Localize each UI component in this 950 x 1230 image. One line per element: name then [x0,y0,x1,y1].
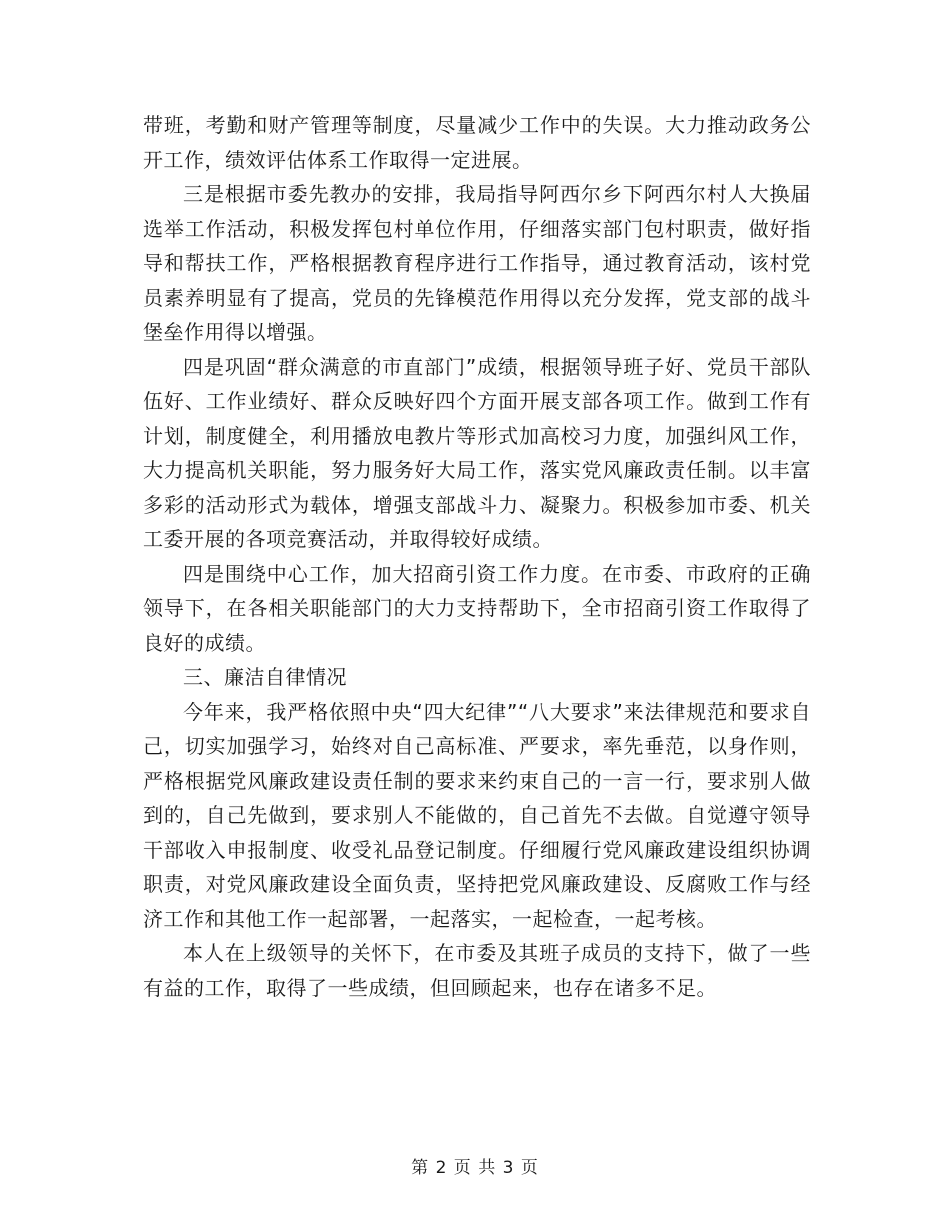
section-heading-integrity: 三、廉洁自律情况 [183,665,347,689]
paragraph-point-four-consolidate: 四是巩固“群众满意的市直部门”成绩，根据领导班子好、党员干部队伍好、工作业绩好、群众反映好四个方面开展支部各项工作。做到工作有计划，制度健全，利用播放电教片等形式加高校习力度，加强纠风工作，大力提高机关职能，努力服务好大局工作，落实党风廉政责任制。以丰富多彩的活动形式为载体，增强支部战斗力、凝聚力。积极参加市委、机关工委开展的各项竞赛活动，并取得较好成绩。 [143,354,811,551]
page-number: 第 2 页 共 3 页 [411,1158,539,1178]
paragraph-summary: 本人在上级领导的关怀下，在市委及其班子成员的支持下，做了一些有益的工作，取得了一些成绩，但回顾起来，也存在诸多不足。 [143,941,811,1000]
document-body [143,108,811,1005]
paragraph-point-four-investment: 四是围绕中心工作，加大招商引资工作力度。在市委、市政府的正确领导下，在各相关职能部门的大力支持帮助下，全市招商引资工作取得了良好的成绩。 [143,561,811,655]
paragraph-point-three: 三是根据市委先教办的安排，我局指导阿西尔乡下阿西尔村人大换届选举工作活动，积极发挥包村单位作用，仔细落实部门包村职责，做好指导和帮扶工作，严格根据教育程序进行工作指导，通过教育活动，该村党员素养明显有了提高，党员的先锋模范作用得以充分发挥，党支部的战斗堡垒作用得以增强。 [143,182,811,344]
paragraph-continuation: 带班，考勤和财产管理等制度，尽量减少工作中的失误。大力推动政务公开工作，绩效评估体系工作取得一定进展。 [143,113,811,172]
paragraph-integrity: 今年来，我严格依照中央“四大纪律”“八大要求”来法律规范和要求自己，切实加强学习，始终对自己高标准、严要求，率先垂范，以身作则，严格根据党风廉政建设责任制的要求来约束自己的一言一行，要求别人做到的，自己先做到，要求别人不能做的，自己首先不去做。自觉遵守领导干部收入申报制度、收受礼品登记制度。仔细履行党风廉政建设组织协调职责，对党风廉政建设全面负责，坚持把党风廉政建设、反腐败工作与经济工作和其他工作一起部署，一起落实，一起检查，一起考核。 [143,699,811,931]
